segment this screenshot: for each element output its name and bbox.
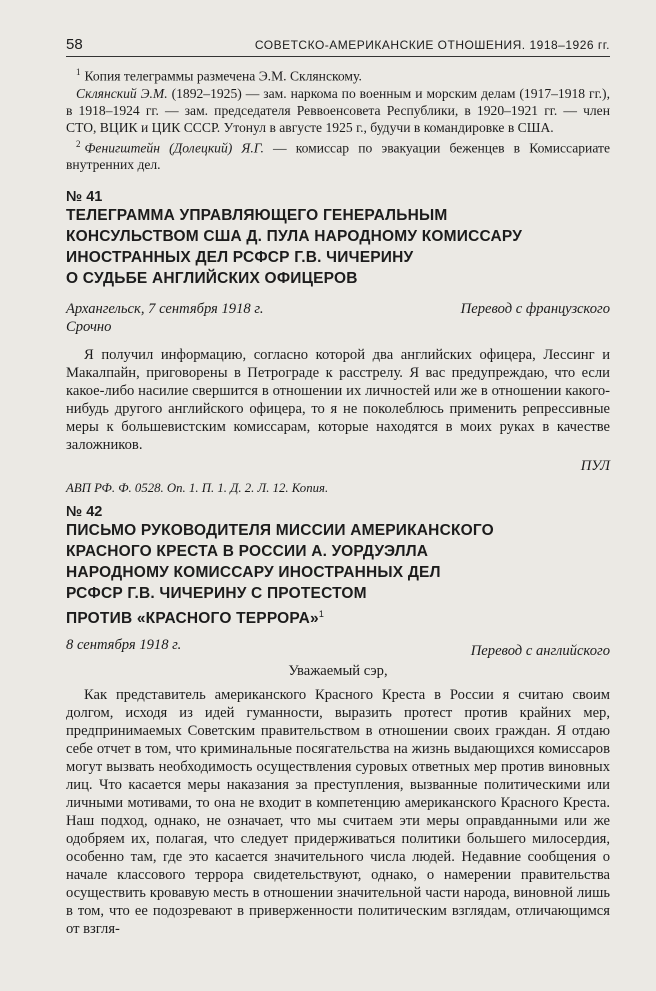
page-number: 58 bbox=[66, 36, 83, 53]
doc-42-title bbox=[66, 520, 610, 629]
doc-42-title-footnote-mark: 1 bbox=[318, 609, 325, 620]
footnote-2-mark: 2 bbox=[76, 138, 81, 149]
doc-42-salutation: Уважаемый сэр, bbox=[288, 663, 388, 680]
doc-42-title-line: РСФСР Г.В. ЧИЧЕРИНУ С ПРОТЕСТОМ bbox=[66, 585, 367, 603]
doc-42-body bbox=[66, 686, 610, 938]
doc-42-title-line: КРАСНОГО КРЕСТА В РОССИИ А. УОРДУЭЛЛА bbox=[66, 543, 429, 561]
footnote-2-name: Фенигштейн (Долецкий) Я.Г. bbox=[84, 140, 264, 156]
doc-42-number: № 42 bbox=[66, 504, 103, 521]
doc-41-archive-ref: АВП РФ. Ф. 0528. Оп. 1. П. 1. Д. 2. Л. 12. Копия. bbox=[66, 481, 329, 496]
doc-41-signature: ПУЛ bbox=[580, 458, 610, 475]
doc-41-place-date: Архангельск, 7 сентября 1918 г. bbox=[66, 301, 264, 318]
doc-41-title-line: КОНСУЛЬСТВОМ США Д. ПУЛА НАРОДНОМУ КОМИССАРУ bbox=[66, 228, 523, 246]
footnotes bbox=[66, 64, 610, 173]
doc-41-title-line: О СУДЬБЕ АНГЛИЙСКИХ ОФИЦЕРОВ bbox=[66, 270, 358, 288]
footnote-1-bio-text: (1892–1925) — зам. наркома по военным и морским делам (1917–1918 гг.), в 1918–1924 гг. — зам. председателя Реввоенсовета Республики, в 1920–1921 гг. — член СТО, ВЦИК и ЦИК СССР. Утонул в августе 1925 г., будучи в командировке в США. bbox=[66, 85, 610, 135]
doc-42-translation-note: Перевод с английского bbox=[470, 643, 610, 660]
running-header bbox=[66, 36, 610, 57]
doc-42-title-line-last bbox=[66, 604, 610, 629]
doc-42-meta bbox=[66, 636, 610, 660]
doc-42-paragraph: Как представитель американского Красного Креста в России я считаю своим долгом, исходя из идей гуманности, выразить протест против крайних мер, предпринимаемых Советским правительством в отношении своих граждан. Я отдаю себе отчет в том, что криминальные посягательства на жизнь выдающихся комиссаров могут вызвать необходимость осуществления суровых ответных мер против виновных лиц. Что касается меры наказания за преступления, вызванные политическими или личными мотивами, то она не входит в компетенцию американского Красного Креста. Наш подход, однако, не означает, что мы считаем эти меры оправданными или же одобряем их, полагая, что следует придерживаться политики большего милосердия, особенно там, где это касается значительного числа людей. Недавние сообщения о начале классового террора свидетельствуют, однако, о намерении правительства осуществить кровавую месть в отношении значительной части народа, виновной лишь в том, что ее подозревают в приверженности политическим взглядам, отличающимся от взгля- bbox=[66, 687, 610, 938]
doc-42-title-line-text: ПРОТИВ «КРАСНОГО ТЕРРОРА» bbox=[66, 610, 319, 628]
footnote-2 bbox=[66, 136, 610, 174]
doc-42-title-line: ПИСЬМО РУКОВОДИТЕЛЯ МИССИИ АМЕРИКАНСКОГО bbox=[66, 522, 494, 540]
footnote-1 bbox=[66, 64, 610, 85]
doc-41-title-line: ИНОСТРАННЫХ ДЕЛ РСФСР Г.В. ЧИЧЕРИНУ bbox=[66, 249, 414, 267]
doc-41-title-line: ТЕЛЕГРАММА УПРАВЛЯЮЩЕГО ГЕНЕРАЛЬНЫМ bbox=[66, 207, 448, 225]
footnote-1-mark: 1 bbox=[76, 67, 81, 77]
doc-41-urgency: Срочно bbox=[66, 319, 112, 336]
doc-41-paragraph: Я получил информацию, согласно которой два английских офицера, Лессинг и Макалпайн, приговорены в Петрограде к расстрелу. Я вас предупреждаю, что если какое-либо насилие свершится в отношении их личностей или же в отношении какого-нибудь другого английского офицера, то я не поколеблюсь применить репрессивные меры к большевистским комиссарам, которые находятся в моих руках в качестве заложников. bbox=[66, 347, 610, 454]
running-title: СОВЕТСКО-АМЕРИКАНСКИЕ ОТНОШЕНИЯ. 1918–1926 гг. bbox=[254, 38, 610, 52]
footnote-2-text: — комиссар по эвакуации беженцев в Комиссариате внутренних дел. bbox=[66, 140, 610, 173]
footnote-1-name: Склянский Э.М. bbox=[76, 85, 168, 101]
footnote-1-bio bbox=[66, 85, 610, 136]
doc-41-number: № 41 bbox=[66, 189, 103, 206]
doc-41-title bbox=[66, 205, 610, 289]
doc-41-translation-note: Перевод с французского bbox=[460, 301, 610, 318]
footnote-1-text: Копия телеграммы размечена Э.М. Склянскому. bbox=[84, 68, 362, 84]
doc-42-title-line: НАРОДНОМУ КОМИССАРУ ИНОСТРАННЫХ ДЕЛ bbox=[66, 564, 441, 582]
doc-41-body bbox=[66, 346, 610, 454]
doc-41-meta bbox=[66, 300, 610, 336]
doc-42-date: 8 сентября 1918 г. bbox=[66, 637, 182, 654]
